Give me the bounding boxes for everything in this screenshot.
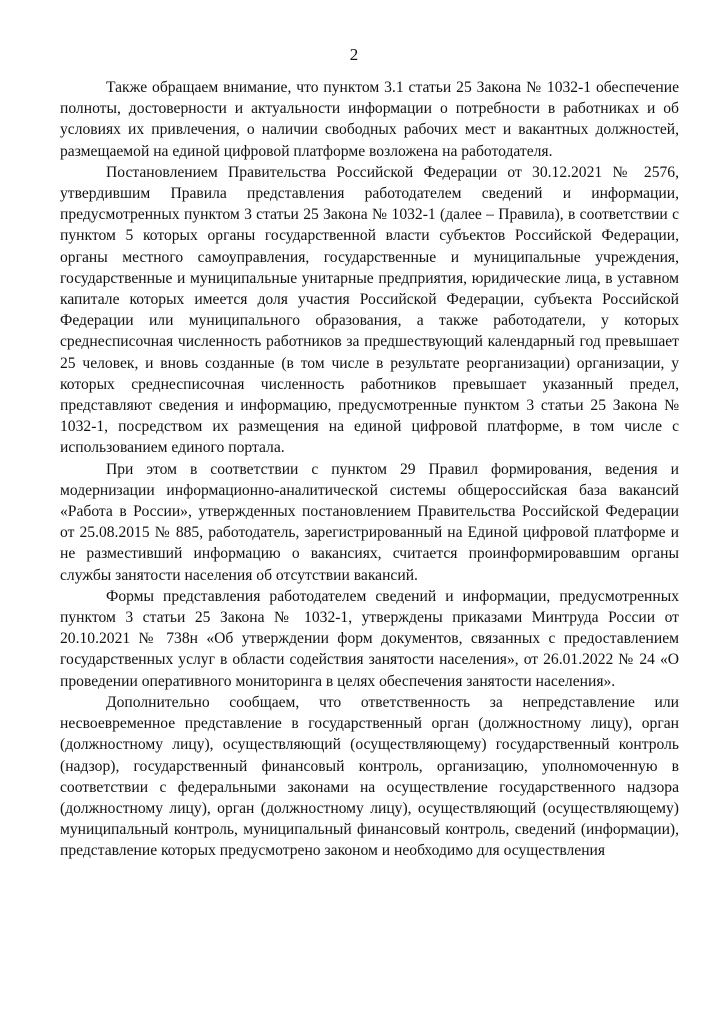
paragraph-vacancy-rules: При этом в соответствии с пунктом 29 Правил формирования, ведения и модернизации информационно-аналитической системы общероссийская база вакансий «Работа в России», утвержденных постановлением Правительства Российской Федерации от 25.08.2015 № 885, работодатель, зарегистрированный на Единой цифровой платформе и не разместивший информацию о вакансиях, считается проинформировавшим органы службы занятости населения об отсутствии вакансий. bbox=[60, 460, 679, 584]
document-body bbox=[60, 77, 679, 882]
paragraph-liability: Дополнительно сообщаем, что ответственность за непредставление или несвоевременное представление в государственный орган (должностному лицу), орган (должностному лицу), осуществляющий (осуществляющему) государственный контроль (надзор), государственный финансовый контроль, организацию, уполномоченную в соответствии с федеральными законами на осуществление государственного надзора (должностному лицу), орган (должностному лицу), осуществляющий (осуществляющему) муниципальный контроль, муниципальный финансовый контроль, сведений (информации), представление которых предусмотрено законом и необходимо для осуществления bbox=[60, 693, 679, 860]
paragraph-responsibility-notice: Также обращаем внимание, что пунктом 3.1 статьи 25 Закона № 1032-1 обеспечение полноты, достоверности и актуальности информации о потребности в работниках и об условиях их привлечения, о наличии свободных рабочих мест и вакантных должностей, размещаемой на единой цифровой платформе возложена на работодателя. bbox=[60, 79, 679, 160]
paragraph-government-decree: Постановлением Правительства Российской Федерации от 30.12.2021 № 2576, утвердившим Правила представления работодателем сведений и информации, предусмотренных пунктом 3 статьи 25 Закона № 1032-1 (далее – Правила), в соответствии с пунктом 5 которых органы государственной власти субъектов Российской Федерации, органы местного самоуправления, государственные и муниципальные учреждения, государственные и муниципальные унитарные предприятия, юридические лица, в уставном капитале которых имеется доля участия Российской Федерации, субъекта Российской Федерации или муниципального образования, а также работодатели, у которых среднесписочная численность работников за предшествующий календарный год превышает 25 человек, и вновь созданные (в том числе в результате реорганизации) организации, у которых среднесписочная численность работников превышает указанный предел, представляют сведения и информацию, предусмотренные пунктом 3 статьи 25 Закона № 1032-1, посредством их размещения на единой цифровой платформе, в том числе с использованием единого портала. bbox=[60, 163, 679, 457]
paragraph-reporting-forms: Формы представления работодателем сведений и информации, предусмотренных пунктом 3 статьи 25 Закона № 1032-1, утверждены приказами Минтруда России от 20.10.2021 № 738н «Об утверждении форм документов, связанных с предоставлением государственных услуг в области содействия занятости населения», от 26.01.2022 № 24 «О проведении оперативного мониторинга в целях обеспечения занятости населения». bbox=[60, 587, 679, 690]
page-number: 2 bbox=[349, 45, 359, 64]
